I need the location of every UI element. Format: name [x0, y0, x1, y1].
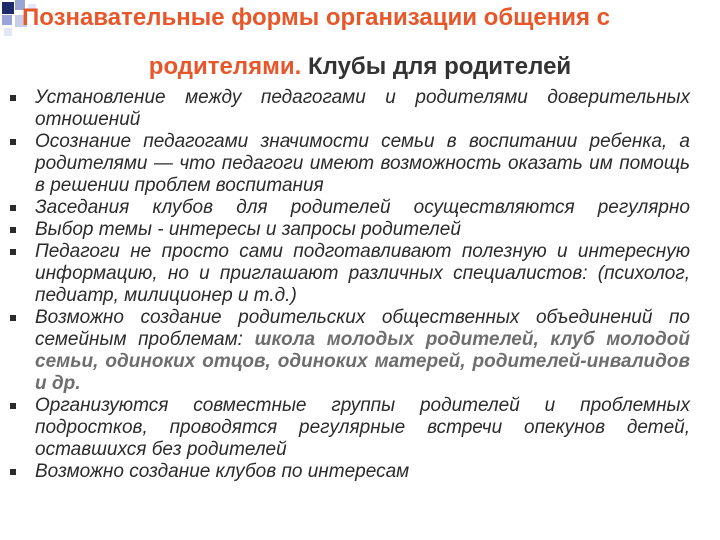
list-item-text: Осознание педагогами значимости семьи в воспитании ребенка, а родителями — что педагоги имеют возможность оказать им помощь в решении проблем воспитания — [35, 131, 690, 196]
bullet-icon — [10, 95, 16, 101]
list-item-highlight: школа молодых родителей, клуб молодой семьи, одиноких отцов, одиноких матерей, родителей-инвалидов и др. — [35, 329, 691, 394]
list-item-text: Возможно создание родительских общественных объединений по семейным проблемам: — [35, 307, 690, 350]
bullet-icon — [10, 227, 16, 233]
list-item-text: Организуются совместные группы родителей и проблемных подростков, проводятся регулярные встречи опекунов детей, оставшихся без родителей — [35, 395, 690, 460]
list-item-text: Заседания клубов для родителей осуществляются регулярно — [35, 197, 690, 218]
bullet-icon — [10, 205, 16, 211]
decor-square — [4, 28, 12, 36]
bullet-icon — [10, 403, 16, 409]
list-item — [10, 461, 690, 483]
bullet-icon — [10, 315, 16, 321]
list-item-text: Выбор темы - интересы и запросы родителей — [35, 219, 461, 240]
decor-square — [2, 15, 12, 25]
list-item — [10, 395, 690, 461]
title-part-orange: родителями. — [148, 53, 302, 80]
list-item-text: Педагоги не просто сами подготавливают полезную и интересную информацию, но и приглашают различных специалистов: (психолог, педиатр, милиционер и т.д.) — [35, 241, 690, 306]
bullet-icon — [10, 249, 16, 255]
bullet-icon — [10, 139, 16, 145]
title-part-dark: Клубы для родителей — [301, 53, 572, 80]
list-item — [10, 307, 690, 395]
list-item — [10, 219, 690, 241]
list-item — [10, 197, 690, 219]
slide-title-line2 — [0, 53, 720, 81]
decor-square — [2, 2, 14, 14]
list-item — [10, 131, 690, 197]
slide-title-line1: Познавательные формы организации общения с — [22, 4, 611, 31]
list-item — [10, 241, 690, 307]
list-item-text: Установление между педагогами и родителями доверительных отношений — [35, 87, 690, 130]
list-item — [10, 87, 690, 131]
bullet-icon — [10, 469, 16, 475]
list-item-text: Возможно создание клубов по интересам — [35, 461, 410, 482]
bullet-list — [10, 87, 690, 483]
